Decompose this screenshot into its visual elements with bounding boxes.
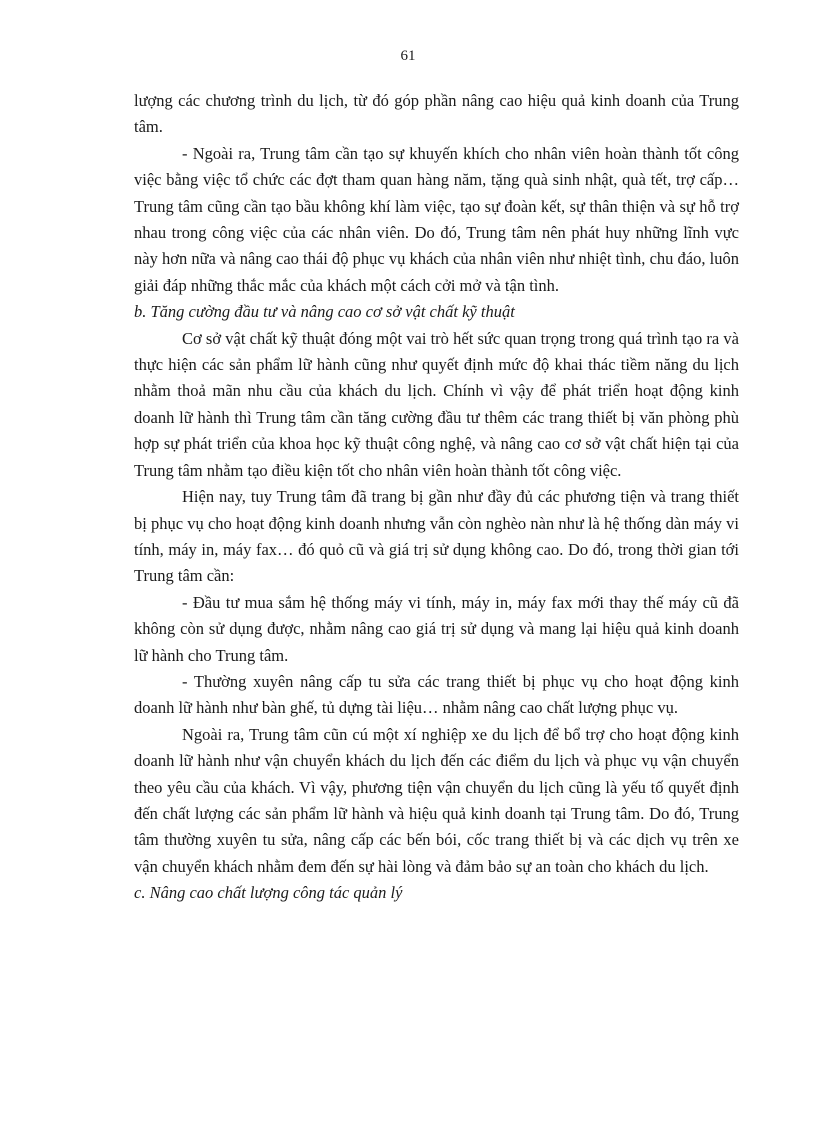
paragraph-transport: Ngoài ra, Trung tâm cũn cú một xí nghiệp xe du lịch để bổ trợ cho hoạt động kinh doanh lữ hành như vận chuyển khách du lịch đến các điểm du lịch và phục vụ vận chuyển theo yêu cầu của khách. Vì vậy, phương tiện vận chuyển du lịch cũng là yếu tố quyết định đến chất lượng các sản phẩm lữ hành và hiệu quả kinh doanh tại Trung tâm. Do đó, Trung tâm thường xuyên tu sửa, nâng cấp các bến bói, cốc trang thiết bị và các dịch vụ trên xe vận chuyển khách nhằm đem đến sự hài lòng và đảm bảo sự an toàn cho khách du lịch. — [134, 724, 739, 876]
document-body — [134, 88, 739, 907]
paragraph-current-equipment: Hiện nay, tuy Trung tâm đã trang bị gần như đầy đủ các phương tiện và trang thiết bị phục vụ cho hoạt động kinh doanh nhưng vẫn còn nghèo nàn như là hệ thống dàn máy vi tính, máy in, máy fax… đó quỏ cũ và giá trị sử dụng không cao. Do đó, trong thời gian tới Trung tâm cần: — [134, 487, 739, 586]
paragraph-continuation: lượng các chương trình du lịch, từ đó góp phần nâng cao hiệu quả kinh doanh của Trung tâm. — [134, 91, 739, 137]
paragraph-bullet-upgrade: - Thường xuyên nâng cấp tu sửa các trang thiết bị phục vụ cho hoạt động kinh doanh lữ hành như bàn ghế, tủ dựng tài liệu… nhằm nâng cao chất lượng phục vụ. — [134, 671, 739, 718]
section-heading-b: b. Tăng cường đầu tư và nâng cao cơ sở vật chất kỹ thuật — [134, 302, 515, 322]
page-number: 61 — [400, 48, 416, 64]
paragraph-staff-motivation: - Ngoài ra, Trung tâm cần tạo sự khuyến khích cho nhân viên hoàn thành tốt công việc bằng việc tổ chức các đợt tham quan hàng năm, tặng quà sinh nhật, quà tết, trợ cấp… Trung tâm cũng cần tạo bầu không khí làm việc, tạo sự đoàn kết, sự thân thiện và sự hỗ trợ nhau trong công việc của các nhân viên. Do đó, Trung tâm nên phát huy những lĩnh vực này hơn nữa và nâng cao thái độ phục vụ khách của nhân viên như nhiệt tình, chu đáo, luôn giải đáp những thắc mắc của khách một cách cởi mở và tận tình. — [134, 143, 739, 295]
section-heading-c: c. Nâng cao chất lượng công tác quản lý — [134, 883, 403, 903]
paragraph-bullet-invest: - Đầu tư mua sắm hệ thống máy vi tính, máy in, máy fax mới thay thế máy cũ đã không còn sử dụng được, nhằm nâng cao giá trị sử dụng và mang lại hiệu quả kinh doanh lữ hành cho Trung tâm. — [134, 592, 739, 665]
paragraph-infrastructure: Cơ sở vật chất kỹ thuật đóng một vai trò hết sức quan trọng trong quá trình tạo ra và thực hiện các sản phẩm lữ hành cũng như quyết định mức độ khai thác tiềm năng du lịch nhằm thoả mãn nhu cầu của khách du lịch. Chính vì vậy để phát triển hoạt động kinh doanh lữ hành thì Trung tâm cần tăng cường đầu tư thêm các trang thiết bị văn phòng phù hợp sự phát triển của khoa học kỹ thuật công nghệ, và nâng cao cơ sở vật chất hiện tại của Trung tâm nhằm tạo điều kiện tốt cho nhân viên hoàn thành tốt công việc. — [134, 328, 739, 480]
